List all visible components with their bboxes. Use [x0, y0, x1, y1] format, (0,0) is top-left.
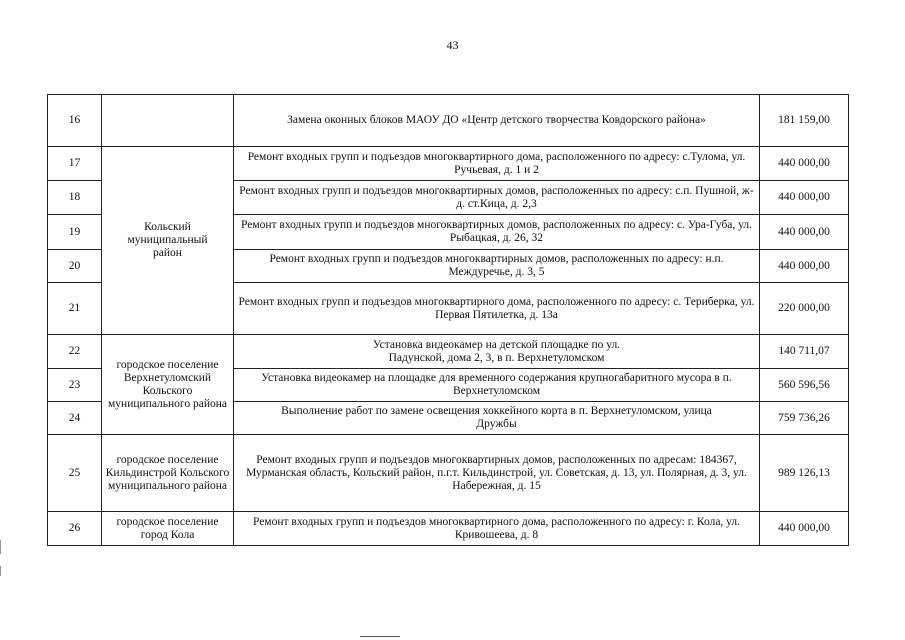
work-description: Установка видеокамер на площадке для временного содержания крупногабаритного мусора в п. Верхнетуломском — [234, 369, 760, 402]
municipality-cell-empty — [102, 95, 234, 147]
amount-cell: 440 000,00 — [760, 181, 849, 215]
amount-cell: 989 126,13 — [760, 435, 849, 512]
row-number: 24 — [48, 402, 102, 435]
row-number: 21 — [48, 283, 102, 335]
row-number: 23 — [48, 369, 102, 402]
amount-cell: 440 000,00 — [760, 147, 849, 181]
amount-cell: 440 000,00 — [760, 215, 849, 250]
work-description: Ремонт входных групп и подъездов многоквартирных домов, расположенных по адресу: с. Ура-Губа, ул. Рыбацкая, д. 26, 32 — [234, 215, 760, 250]
work-description: Ремонт входных групп и подъездов многоквартирного дома, расположенного по адресу: с. Териберка, ул. Первая Пятилетка, д. 13а — [234, 283, 760, 335]
table-row — [48, 335, 849, 369]
scan-edge-mark — [0, 566, 1, 576]
row-number: 16 — [48, 95, 102, 147]
work-description: Ремонт входных групп и подъездов многоквартирного дома, расположенного по адресу: г. Кола, ул. Кривошеева, д. 8 — [234, 512, 760, 546]
work-description: Замена оконных блоков МАОУ ДО «Центр детского творчества Ковдорского района» — [234, 95, 760, 147]
amount-cell: 560 596,56 — [760, 369, 849, 402]
table-row — [48, 147, 849, 181]
page-number: 43 — [446, 38, 459, 52]
row-number: 19 — [48, 215, 102, 250]
municipality-cell: городское поселение Кильдинстрой Кольского муниципального района — [102, 435, 234, 512]
table-row — [48, 435, 849, 512]
scan-edge-mark — [0, 540, 1, 554]
amount-cell: 220 000,00 — [760, 283, 849, 335]
scan-bottom-rule — [360, 636, 400, 637]
amount-cell: 759 736,26 — [760, 402, 849, 435]
amount-cell: 440 000,00 — [760, 250, 849, 283]
row-number: 25 — [48, 435, 102, 512]
funding-table — [47, 94, 849, 546]
row-number: 26 — [48, 512, 102, 546]
row-number: 17 — [48, 147, 102, 181]
row-number: 18 — [48, 181, 102, 215]
work-description: Ремонт входных групп и подъездов многоквартирного дома, расположенного по адресу: с.Тулома, ул. Ручьевая, д. 1 и 2 — [234, 147, 760, 181]
municipality-cell: городское поселение город Кола — [102, 512, 234, 546]
row-number: 22 — [48, 335, 102, 369]
table-row — [48, 95, 849, 147]
work-description: Ремонт входных групп и подъездов многоквартирных домов, расположенных по адресам: 184367, Мурманская область, Кольский район, п.г.т. Кильдинстрой, ул. Советская, д. 13, ул. Полярная, д. 3, ул. Набережная, д. 15 — [234, 435, 760, 512]
row-number: 20 — [48, 250, 102, 283]
table-row — [48, 512, 849, 546]
amount-cell: 440 000,00 — [760, 512, 849, 546]
work-description: Ремонт входных групп и подъездов многоквартирных домов, расположенных по адресу: с.п. Пушной, ж-д. ст.Кица, д. 2,3 — [234, 181, 760, 215]
work-description: Выполнение работ по замене освещения хоккейного корта в п. Верхнетуломском, улица Дружбы — [234, 402, 760, 435]
amount-cell: 181 159,00 — [760, 95, 849, 147]
work-description: Ремонт входных групп и подъездов многоквартирных домов, расположенных по адресу: н.п. Междуречье, д. 3, 5 — [234, 250, 760, 283]
municipality-cell: Кольский муниципальный район — [102, 147, 234, 335]
municipality-cell: городское поселение Верхнетуломский Кольского муниципального района — [102, 335, 234, 435]
work-description: Установка видеокамер на детской площадке по ул. Падунской, дома 2, 3, в п. Верхнетуломском — [234, 335, 760, 369]
amount-cell: 140 711,07 — [760, 335, 849, 369]
